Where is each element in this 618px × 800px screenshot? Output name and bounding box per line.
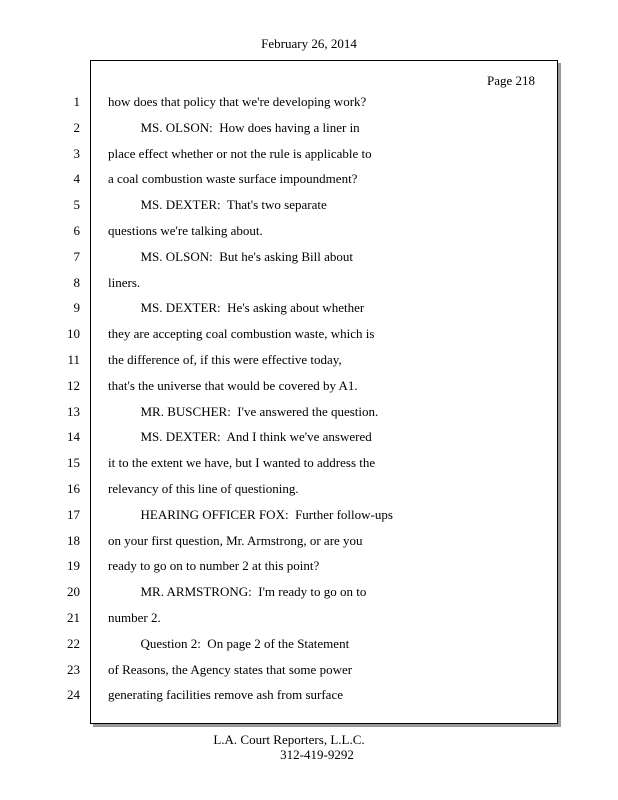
page-number: Page 218 [486,73,535,88]
line-number: 14 [67,429,80,444]
transcript-line-text: Question 2: On page 2 of the Statement [108,636,350,651]
transcript-line-text: MS. OLSON: How does having a liner in [108,120,360,135]
line-number: 9 [73,300,80,315]
line-number: 23 [67,662,80,677]
line-number: 6 [73,223,80,238]
line-number: 20 [67,584,80,599]
transcript-date: February 26, 2014 [261,36,357,51]
line-number: 16 [67,481,80,496]
transcript-line-text: questions we're talking about. [108,223,263,238]
transcript-line-text: HEARING OFFICER FOX: Further follow-ups [108,507,393,522]
transcript-line-text: MS. DEXTER: He's asking about whether [108,300,365,315]
line-number: 12 [67,378,80,393]
transcript-line-text: MS. DEXTER: And I think we've answered [108,429,372,444]
line-number: 13 [67,404,80,419]
line-number: 2 [73,120,80,135]
transcript-line-text: how does that policy that we're developing work? [108,94,367,109]
transcript-line-text: that's the universe that would be covered by A1. [108,378,358,393]
line-number: 8 [73,275,80,290]
line-number: 3 [73,146,80,161]
transcript-line-text: they are accepting coal combustion waste, which is [108,326,375,341]
transcript-line-text: generating facilities remove ash from surface [108,687,343,702]
transcript-line-text: liners. [108,275,141,290]
transcript-line-text: MS. OLSON: But he's asking Bill about [108,249,354,264]
transcript-line-text: ready to go on to number 2 at this point? [108,558,320,573]
transcript-line-text: place effect whether or not the rule is applicable to [108,146,372,161]
transcript-line-text: number 2. [108,610,161,625]
court-reporter-name: L.A. Court Reporters, L.L.C. [213,732,365,747]
line-number: 7 [73,249,80,264]
line-number: 10 [67,326,80,341]
line-number: 17 [67,507,80,522]
line-number: 1 [73,94,80,109]
line-number: 24 [67,687,80,702]
transcript-line-text: the difference of, if this were effective today, [108,352,342,367]
line-number: 21 [67,610,80,625]
transcript-line-text: MR. ARMSTRONG: I'm ready to go on to [108,584,367,599]
transcript-line-text: MR. BUSCHER: I've answered the question. [108,404,379,419]
court-reporter-phone: 312-419-9292 [280,747,354,762]
transcript-line-text: it to the extent we have, but I wanted to address the [108,455,376,470]
transcript-line-text: on your first question, Mr. Armstrong, or are you [108,533,363,548]
transcript-line-text: of Reasons, the Agency states that some power [108,662,353,677]
transcript-line-text: relevancy of this line of questioning. [108,481,299,496]
line-number: 4 [73,171,80,186]
line-number: 15 [67,455,80,470]
line-number: 11 [67,352,80,367]
line-number: 19 [67,558,80,573]
line-number: 22 [67,636,80,651]
line-number: 5 [73,197,80,212]
transcript-line-text: a coal combustion waste surface impoundment? [108,171,358,186]
line-number: 18 [67,533,80,548]
transcript-line-text: MS. DEXTER: That's two separate [108,197,327,212]
